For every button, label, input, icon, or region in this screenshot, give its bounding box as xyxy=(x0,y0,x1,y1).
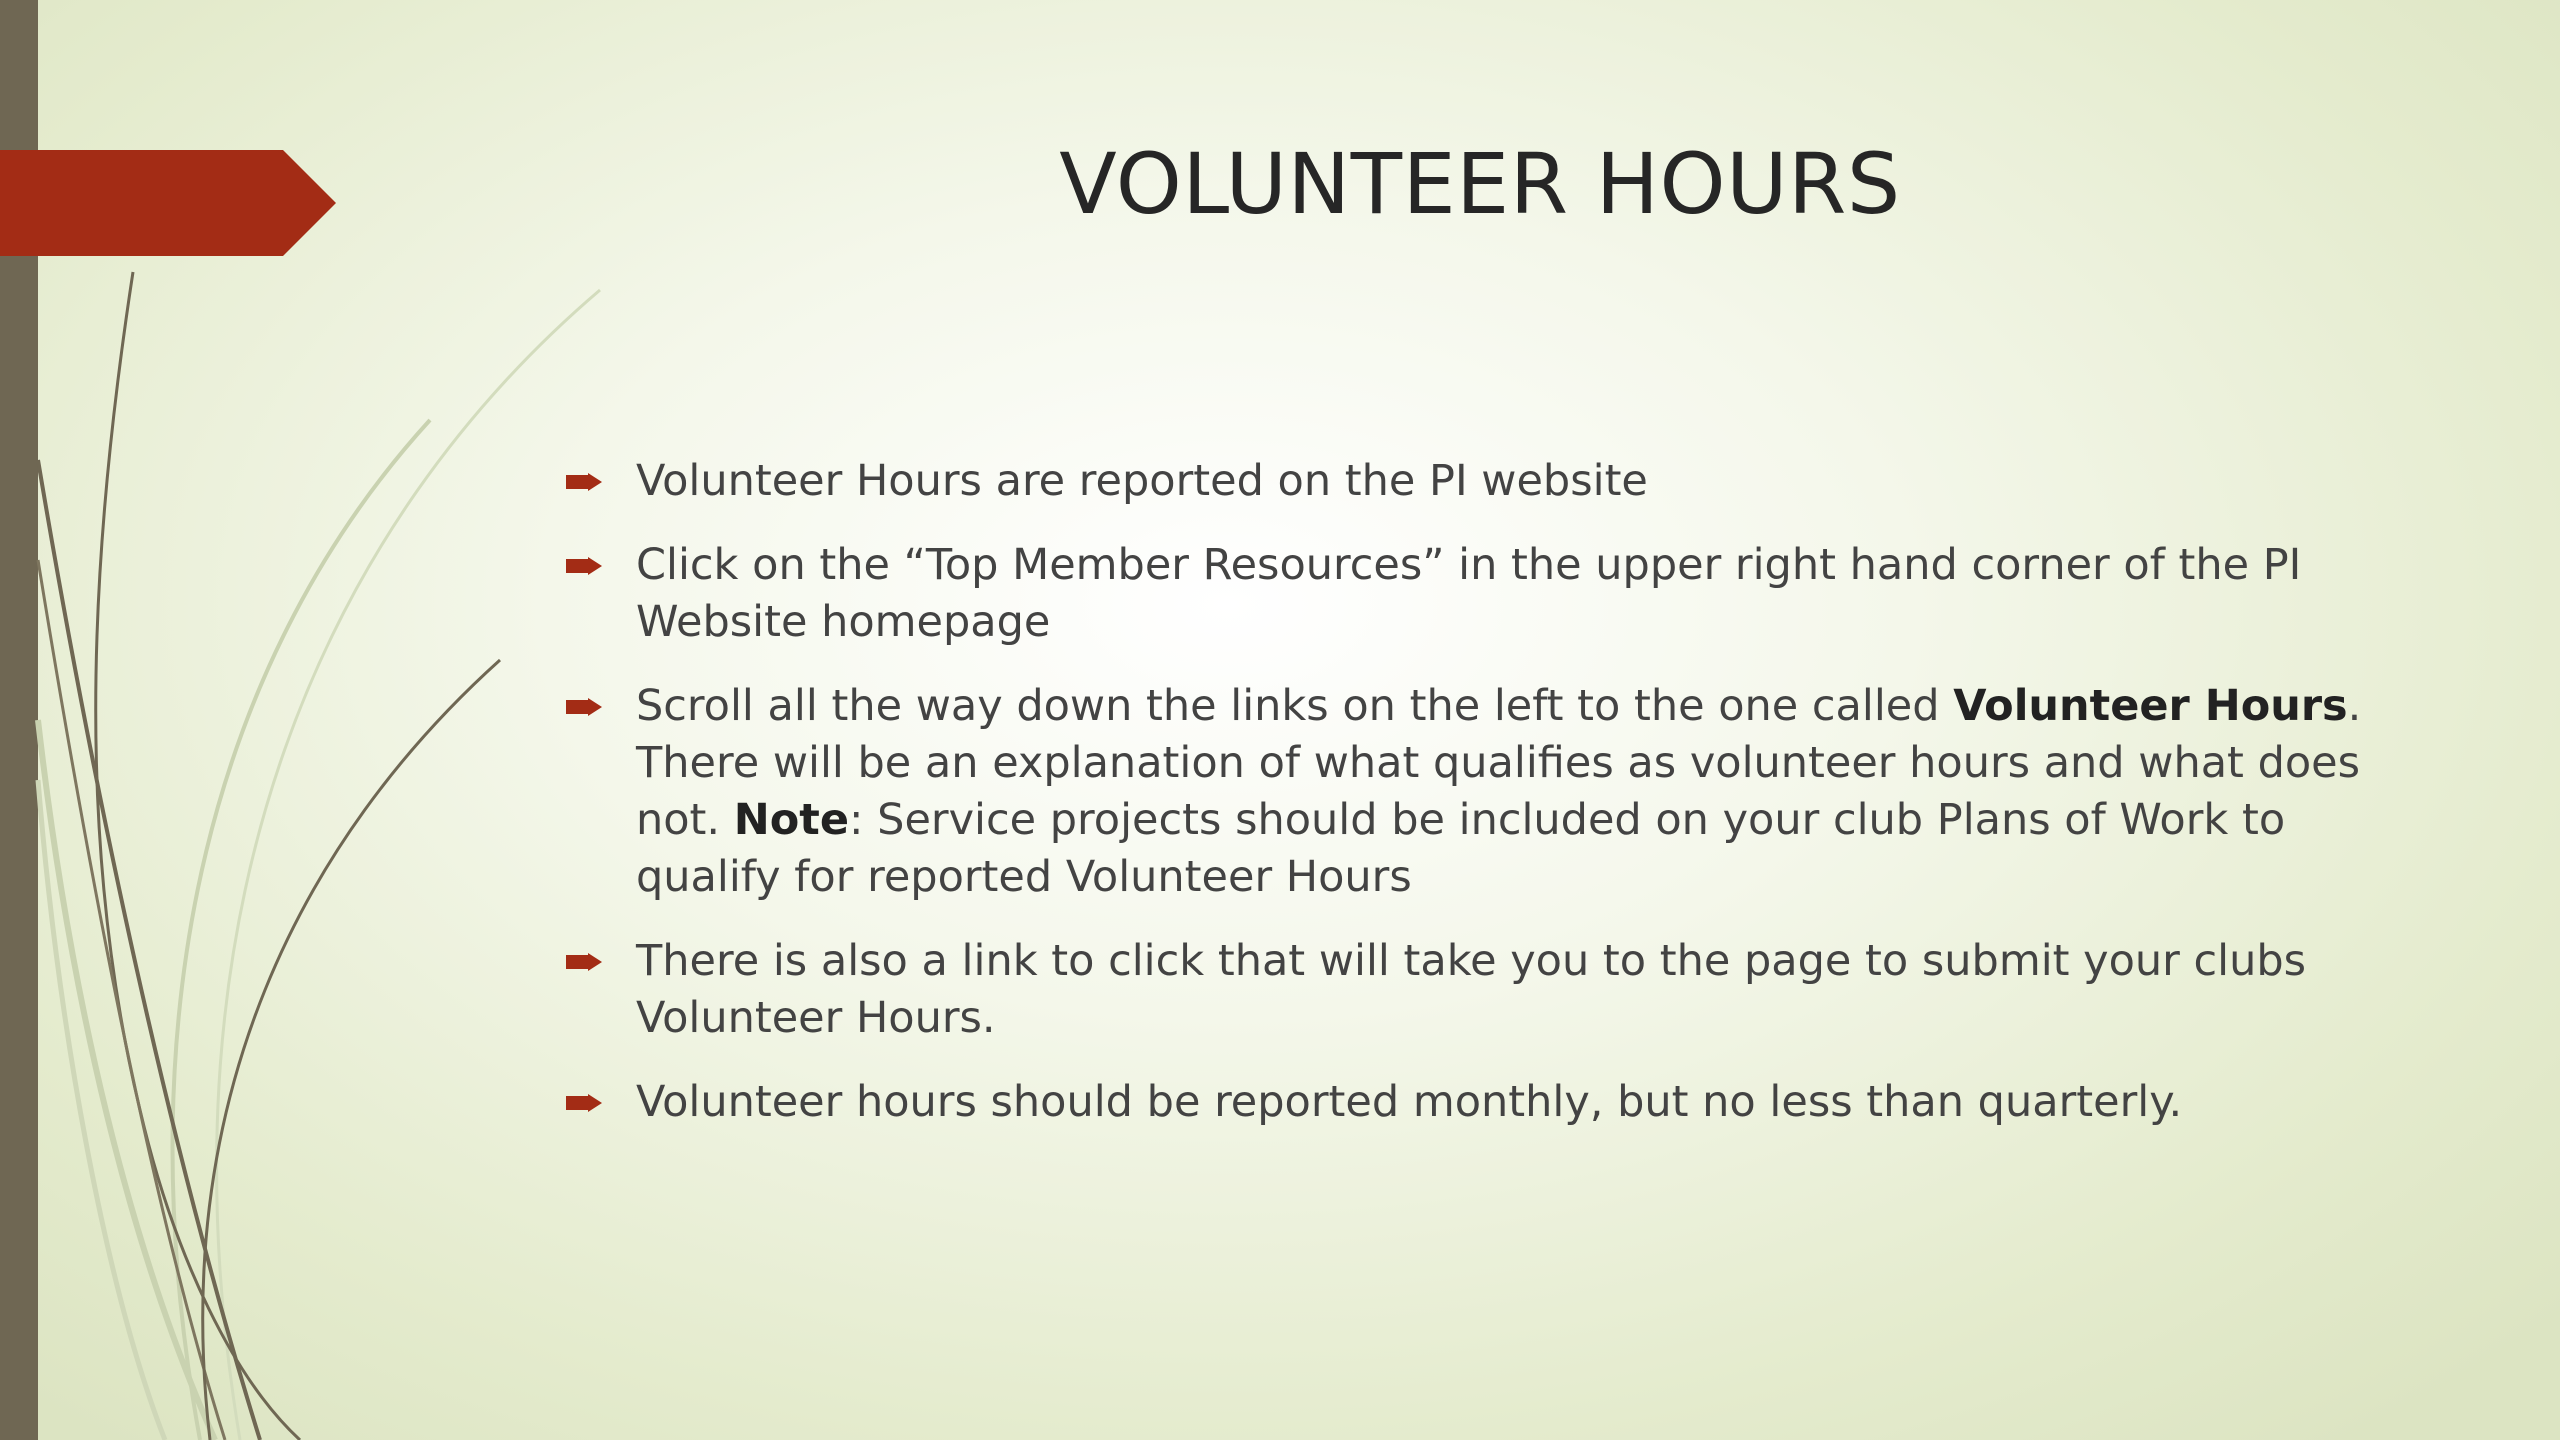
bullet-text: Volunteer Hours are reported on the PI website xyxy=(636,456,1648,506)
arrow-bullet-icon xyxy=(566,473,602,491)
bullet-item-1 xyxy=(560,453,2410,510)
bullet-item-4 xyxy=(560,933,2410,1047)
arrow-bullet-icon xyxy=(566,557,602,575)
slide-title: VOLUNTEER HOURS xyxy=(1059,135,1901,233)
arrow-bullet-icon xyxy=(566,1094,602,1112)
bullet-text-part: Scroll all the way down the links on the left to the one called xyxy=(636,681,1954,731)
decorative-grass-strokes xyxy=(0,0,640,1440)
arrow-bullet-icon xyxy=(566,698,602,716)
bullet-text: Click on the “Top Member Resources” in the upper right hand corner of the PI Website homepage xyxy=(636,540,2302,647)
title-arrow-banner xyxy=(0,150,336,256)
arrow-bullet-icon xyxy=(566,953,602,971)
bullet-text-part: : Service projects should be included on your club Plans of Work to qualify for reported Volunteer Hours xyxy=(636,795,2286,902)
bullet-text-part: . There will be an explanation of what qualifies as volunteer hours and what does not. xyxy=(636,681,2362,845)
bullet-bold-text: Volunteer Hours xyxy=(1953,681,2348,731)
bullet-list xyxy=(560,453,2410,1158)
bullet-text: Volunteer hours should be reported monthly, but no less than quarterly. xyxy=(636,1077,2183,1127)
bullet-item-3 xyxy=(560,678,2410,906)
bullet-bold-text: Note xyxy=(733,795,850,845)
bullet-item-2 xyxy=(560,537,2410,651)
bullet-text: There is also a link to click that will take you to the page to submit your clubs Volunteer Hours. xyxy=(636,936,2307,1043)
bullet-item-5 xyxy=(560,1074,2410,1131)
